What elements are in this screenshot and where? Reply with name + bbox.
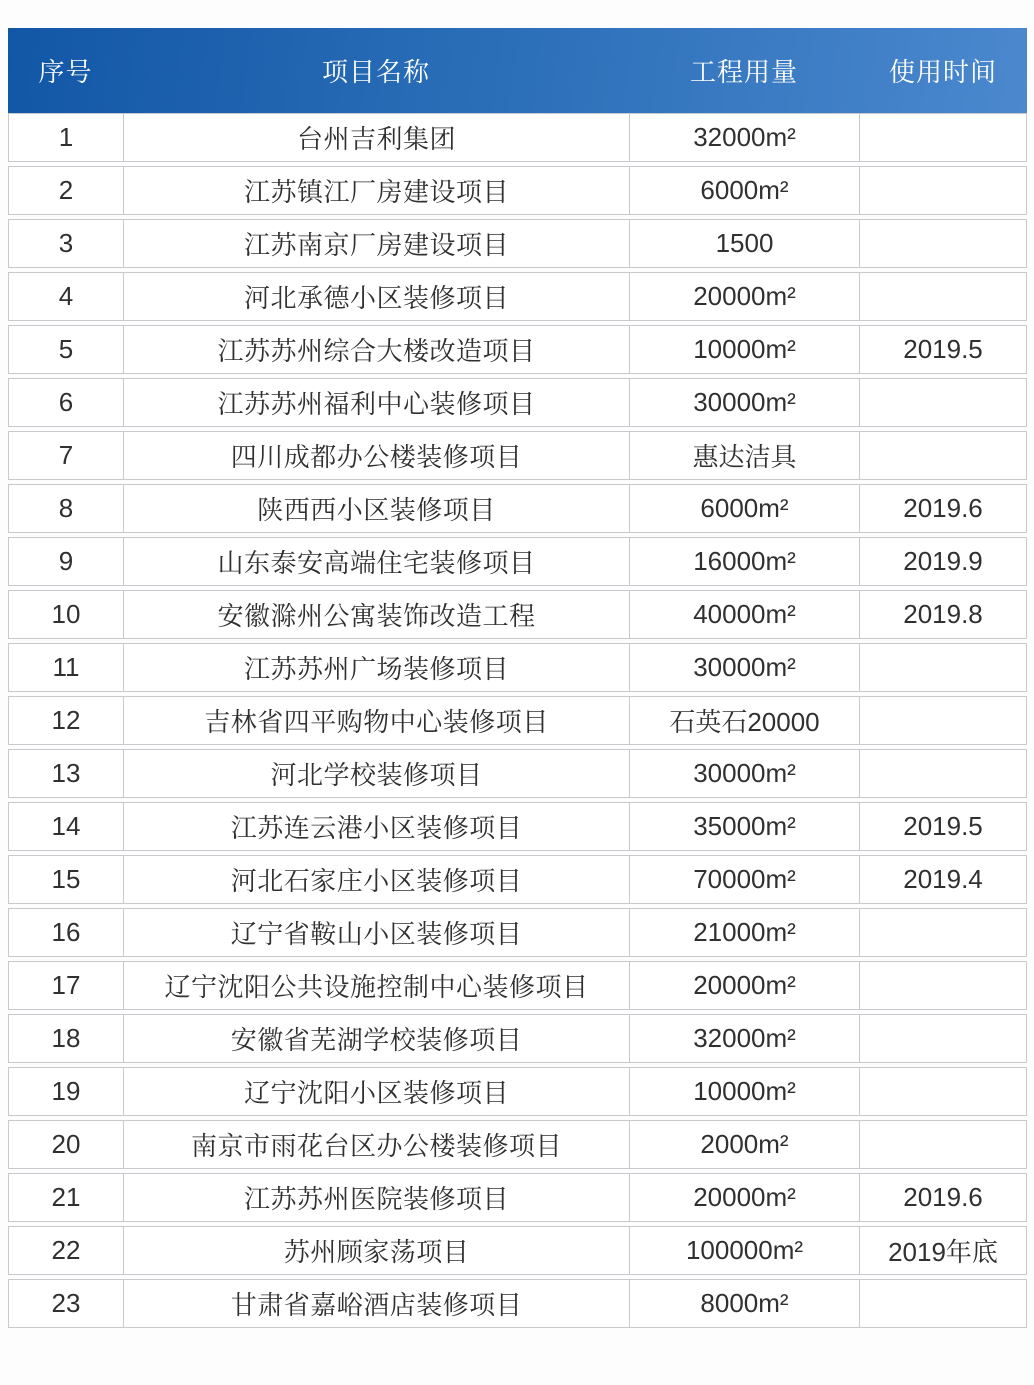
table-row xyxy=(8,113,1027,162)
cell-name: 辽宁省鞍山小区装修项目 xyxy=(124,909,630,956)
table-header xyxy=(8,28,1027,113)
cell-usage: 70000m² xyxy=(630,856,860,903)
cell-index: 12 xyxy=(9,697,124,744)
column-header-usage: 工程用量 xyxy=(689,57,798,87)
cell-name: 山东泰安高端住宅装修项目 xyxy=(124,538,630,585)
cell-time xyxy=(860,273,1026,320)
cell-usage: 30000m² xyxy=(630,750,860,797)
cell-name: 安徽省芜湖学校装修项目 xyxy=(124,1015,630,1062)
cell-index: 11 xyxy=(9,644,124,691)
cell-usage: 10000m² xyxy=(630,1068,860,1115)
cell-time xyxy=(860,114,1026,161)
cell-name: 江苏苏州医院装修项目 xyxy=(124,1174,630,1221)
cell-time xyxy=(860,962,1026,1009)
cell-usage: 20000m² xyxy=(630,1174,860,1221)
cell-name: 南京市雨花台区办公楼装修项目 xyxy=(124,1121,630,1168)
cell-name: 江苏南京厂房建设项目 xyxy=(124,220,630,267)
table-row xyxy=(8,961,1027,1010)
cell-name: 吉林省四平购物中心装修项目 xyxy=(124,697,630,744)
cell-time xyxy=(860,1280,1026,1327)
cell-index: 14 xyxy=(9,803,124,850)
table-row xyxy=(8,1226,1027,1275)
cell-time: 2019.8 xyxy=(903,599,983,629)
cell-time xyxy=(860,379,1026,426)
cell-usage: 40000m² xyxy=(630,591,860,638)
cell-index: 22 xyxy=(9,1227,124,1274)
cell-index: 6 xyxy=(9,379,124,426)
project-usage-table xyxy=(8,28,1027,1328)
cell-index: 3 xyxy=(9,220,124,267)
cell-usage: 8000m² xyxy=(630,1280,860,1327)
table-row xyxy=(8,643,1027,692)
cell-usage: 10000m² xyxy=(630,326,860,373)
table-row xyxy=(8,749,1027,798)
table-row xyxy=(8,696,1027,745)
cell-time xyxy=(860,697,1026,744)
cell-index: 8 xyxy=(9,485,124,532)
cell-time xyxy=(860,1068,1026,1115)
table-row xyxy=(8,1279,1027,1328)
cell-name: 河北石家庄小区装修项目 xyxy=(124,856,630,903)
cell-time: 2019.9 xyxy=(903,546,983,576)
cell-usage: 20000m² xyxy=(630,273,860,320)
cell-time xyxy=(860,167,1026,214)
cell-usage: 6000m² xyxy=(630,485,860,532)
cell-usage: 20000m² xyxy=(630,962,860,1009)
cell-time: 2019.6 xyxy=(903,493,983,523)
cell-name: 辽宁沈阳公共设施控制中心装修项目 xyxy=(124,962,630,1009)
cell-name: 河北学校装修项目 xyxy=(124,750,630,797)
cell-usage: 100000m² xyxy=(630,1227,860,1274)
cell-time xyxy=(860,750,1026,797)
cell-index: 10 xyxy=(9,591,124,638)
cell-usage: 32000m² xyxy=(630,1015,860,1062)
column-header-name: 项目名称 xyxy=(321,57,430,87)
cell-name: 甘肃省嘉峪酒店装修项目 xyxy=(124,1280,630,1327)
cell-usage: 35000m² xyxy=(630,803,860,850)
table-row xyxy=(8,908,1027,957)
cell-usage: 惠达洁具 xyxy=(630,432,860,479)
table-row xyxy=(8,166,1027,215)
cell-name: 江苏连云港小区装修项目 xyxy=(124,803,630,850)
cell-name: 江苏镇江厂房建设项目 xyxy=(124,167,630,214)
cell-name: 江苏苏州综合大楼改造项目 xyxy=(124,326,630,373)
cell-time xyxy=(860,1121,1026,1168)
cell-usage: 30000m² xyxy=(630,379,860,426)
cell-index: 23 xyxy=(9,1280,124,1327)
cell-time xyxy=(860,644,1026,691)
table-row xyxy=(8,431,1027,480)
table-row xyxy=(8,1014,1027,1063)
cell-index: 16 xyxy=(9,909,124,956)
cell-usage: 1500 xyxy=(630,220,860,267)
cell-index: 18 xyxy=(9,1015,124,1062)
cell-index: 5 xyxy=(9,326,124,373)
cell-name: 苏州顾家荡项目 xyxy=(124,1227,630,1274)
table-row xyxy=(8,855,1027,904)
cell-name: 台州吉利集团 xyxy=(124,114,630,161)
cell-time: 2019.5 xyxy=(903,811,983,841)
cell-name: 河北承德小区装修项目 xyxy=(124,273,630,320)
cell-time: 2019.6 xyxy=(903,1182,983,1212)
cell-usage: 石英石20000 xyxy=(630,697,860,744)
table-row xyxy=(8,325,1027,374)
cell-usage: 30000m² xyxy=(630,644,860,691)
table-row xyxy=(8,272,1027,321)
table-row xyxy=(8,219,1027,268)
cell-index: 7 xyxy=(9,432,124,479)
table-row xyxy=(8,590,1027,639)
cell-index: 20 xyxy=(9,1121,124,1168)
cell-usage: 32000m² xyxy=(630,114,860,161)
cell-name: 四川成都办公楼装修项目 xyxy=(124,432,630,479)
cell-name: 江苏苏州广场装修项目 xyxy=(124,644,630,691)
table-row xyxy=(8,537,1027,586)
cell-index: 4 xyxy=(9,273,124,320)
cell-index: 19 xyxy=(9,1068,124,1115)
cell-index: 15 xyxy=(9,856,124,903)
cell-time xyxy=(860,1015,1026,1062)
cell-usage: 21000m² xyxy=(630,909,860,956)
cell-time xyxy=(860,909,1026,956)
cell-time: 2019年底 xyxy=(888,1237,998,1267)
cell-time xyxy=(860,432,1026,479)
cell-index: 1 xyxy=(9,114,124,161)
cell-usage: 6000m² xyxy=(630,167,860,214)
cell-name: 辽宁沈阳小区装修项目 xyxy=(124,1068,630,1115)
table-row xyxy=(8,484,1027,533)
cell-index: 17 xyxy=(9,962,124,1009)
cell-usage: 2000m² xyxy=(630,1121,860,1168)
table-row xyxy=(8,1067,1027,1116)
cell-index: 21 xyxy=(9,1174,124,1221)
cell-index: 9 xyxy=(9,538,124,585)
cell-usage: 16000m² xyxy=(630,538,860,585)
cell-index: 13 xyxy=(9,750,124,797)
table-body xyxy=(8,113,1027,1328)
cell-name: 江苏苏州福利中心装修项目 xyxy=(124,379,630,426)
table-row xyxy=(8,378,1027,427)
column-header-index: 序号 xyxy=(38,57,93,87)
cell-time xyxy=(860,220,1026,267)
column-header-time: 使用时间 xyxy=(888,57,997,87)
cell-time: 2019.4 xyxy=(903,864,983,894)
cell-time: 2019.5 xyxy=(903,334,983,364)
cell-index: 2 xyxy=(9,167,124,214)
table-row xyxy=(8,802,1027,851)
cell-name: 安徽滁州公寓装饰改造工程 xyxy=(124,591,630,638)
cell-name: 陕西西小区装修项目 xyxy=(124,485,630,532)
table-row xyxy=(8,1173,1027,1222)
table-row xyxy=(8,1120,1027,1169)
